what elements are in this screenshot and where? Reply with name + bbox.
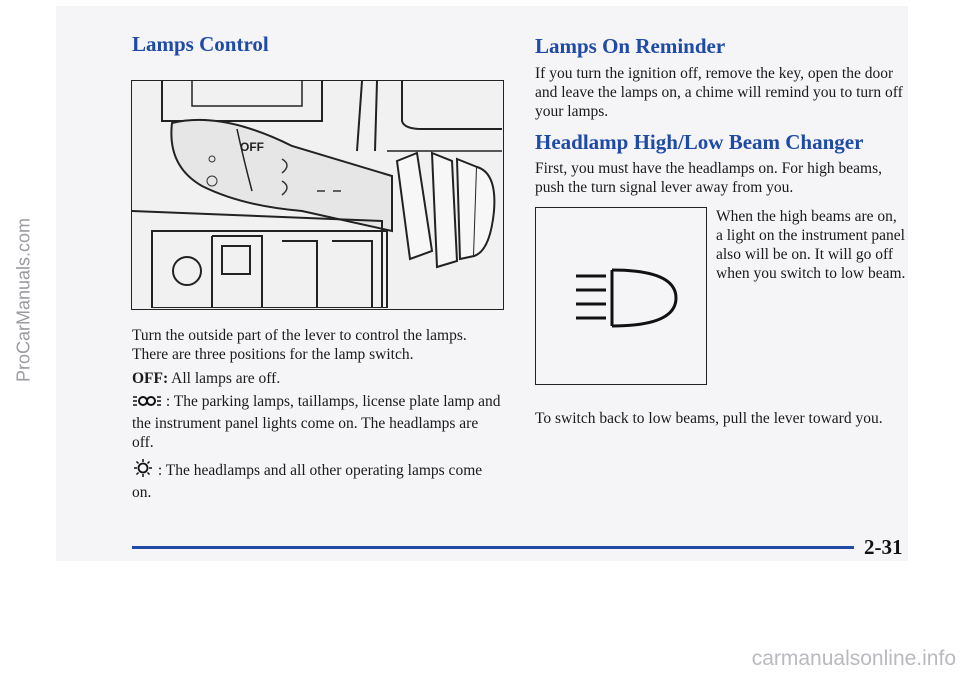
- lamps-control-heading: Lamps Control: [132, 32, 269, 56]
- high-beam-indicator-text: When the high beams are on, a light on the instrument panel also will be on. It will go off when you switch to low beam.: [716, 208, 906, 282]
- switch-back-text: To switch back to low beams, pull the lever toward you.: [535, 410, 883, 427]
- lamps-on-reminder-text: If you turn the ignition off, remove the key, open the door and leave the lamps on, a chime will remind you to turn off your lamps.: [535, 65, 903, 120]
- footer-rule: [132, 546, 854, 549]
- parking-lamps-icon: [132, 393, 162, 414]
- side-watermark: ProCarManuals.com: [13, 217, 34, 383]
- high-beam-symbol-box: [535, 207, 707, 385]
- headlamps-description: : The headlamps and all other operating lamps come on.: [132, 462, 483, 501]
- headlamps-icon: [132, 458, 154, 483]
- bottom-watermark: carmanualsonline.info: [751, 647, 956, 670]
- headlamps-position-text: [132, 458, 502, 502]
- beam-changer-heading: Headlamp High/Low Beam Changer: [535, 130, 864, 154]
- lamp-lever-illustration: [131, 80, 504, 310]
- high-beam-icon: [536, 208, 705, 383]
- beam-changer-intro: First, you must have the headlamps on. For high beams, push the turn signal lever away from you.: [535, 160, 882, 196]
- lever-drawing: [132, 81, 502, 308]
- parking-description: : The parking lamps, taillamps, license plate lamp and the instrument panel lights come on. The headlamps are off.: [132, 393, 501, 451]
- lever-instructions: Turn the outside part of the lever to control the lamps. There are three positions for the lamp switch.: [132, 327, 467, 363]
- off-position-text: [132, 369, 502, 388]
- lever-off-label: OFF: [240, 140, 264, 154]
- page-number: 2-31: [864, 535, 903, 559]
- parking-position-text: [132, 392, 502, 452]
- off-description: All lamps are off.: [168, 370, 281, 387]
- lamps-on-reminder-heading: Lamps On Reminder: [535, 34, 726, 58]
- off-label: OFF:: [132, 370, 169, 387]
